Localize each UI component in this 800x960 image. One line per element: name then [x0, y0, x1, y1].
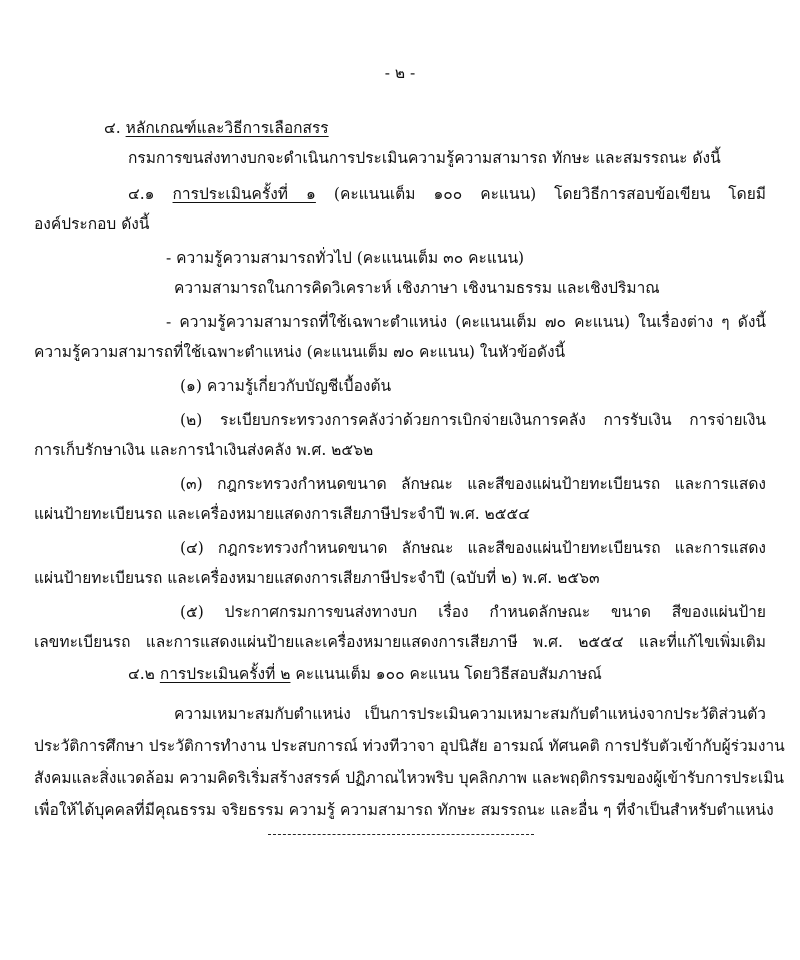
item-3-line2: แผ่นป้ายทะเบียนรถ และเครื่องหมายแสดงการเสียภาษีประจำปี พ.ศ. ๒๕๕๔ [34, 505, 530, 523]
section-4-1-rest: (คะแนนเต็ม ๑๐๐ คะแนน) โดยวิธีการสอบข้อเขียน โดยมี [333, 185, 766, 203]
item-1: (๑) ความรู้เกี่ยวกับบัญชีเบื้องต้น [180, 377, 392, 395]
interview-para-line2: ประวัติการศึกษา ประวัติการทำงาน ประสบการณ์ ท่วงทีวาจา อุปนิสัย อารมณ์ ทัศนคติ การปรับตัวเข้ากับผู้ร่วมงาน [34, 737, 785, 755]
item-2-line1: (๒) ระเบียบกระทรวงการคลังว่าด้วยการเบิกจ่ายเงินการคลัง การรับเงิน การจ่ายเงิน [180, 411, 766, 429]
section-4-2-rest: คะแนนเต็ม ๑๐๐ คะแนน โดยวิธีสอบสัมภาษณ์ [295, 665, 602, 683]
section-4-heading [104, 118, 329, 138]
page-number: - ๒ - [384, 64, 416, 82]
section-4-1-title: การประเมินครั้งที่ ๑ [172, 185, 316, 203]
item-2-line2: การเก็บรักษาเงิน และการนำเงินส่งคลัง พ.ศ. ๒๕๖๒ [34, 441, 374, 459]
section-4-title: หลักเกณฑ์และวิธีการเลือกสรร [125, 119, 329, 137]
section-4-1-line1 [128, 184, 766, 204]
item-5-line2: เลขทะเบียนรถ และการแสดงแผ่นป้ายและเครื่องหมายแสดงการเสียภาษี พ.ศ. ๒๕๕๔ และที่แก้ไขเพิ่มเติม [34, 633, 766, 651]
bullet-position-knowledge: - ความรู้ความสามารถที่ใช้เฉพาะตำแหน่ง (คะแนนเต็ม ๗๐ คะแนน) ในเรื่องต่าง ๆ ดังนี้ [166, 313, 766, 331]
item-5-line1: (๕) ประกาศกรมการขนส่งทางบก เรื่อง กำหนดลักษณะ ขนาด สีของแผ่นป้าย [180, 603, 766, 621]
interview-para-line3: สังคมและสิ่งแวดล้อม ความคิดริเริ่มสร้างสรรค์ ปฏิภาณไหวพริบ บุคลิกภาพ และพฤติกรรมของผู้เข้ารับการประเมิน [34, 769, 785, 787]
end-divider [268, 834, 534, 835]
section-4-2-number: ๔.๒ [128, 665, 155, 683]
item-4-line2: แผ่นป้ายทะเบียนรถ และเครื่องหมายแสดงการเสียภาษีประจำปี (ฉบับที่ ๒) พ.ศ. ๒๕๖๓ [34, 569, 600, 587]
section-4-2-heading [128, 664, 602, 684]
section-4-1-line2: องค์ประกอบ ดังนี้ [34, 215, 150, 233]
bullet-general-knowledge-detail: ความสามารถในการคิดวิเคราะห์ เชิงภาษา เชิงนามธรรม และเชิงปริมาณ [174, 279, 660, 297]
section-4-number: ๔. [104, 119, 121, 137]
section-4-intro: กรมการขนส่งทางบกจะดำเนินการประเมินความรู้ความสามารถ ทักษะ และสมรรถนะ ดังนี้ [128, 149, 721, 167]
bullet-general-knowledge: - ความรู้ความสามารถทั่วไป (คะแนนเต็ม ๓๐ คะแนน) [166, 249, 525, 267]
interview-para-line1: ความเหมาะสมกับตำแหน่ง เป็นการประเมินความเหมาะสมกับตำแหน่งจากประวัติส่วนตัว [174, 705, 766, 723]
item-4-line1: (๔) กฎกระทรวงกำหนดขนาด ลักษณะ และสีของแผ่นป้ายทะเบียนรถ และการแสดง [180, 539, 766, 557]
section-4-2-title: การประเมินครั้งที่ ๒ [159, 665, 291, 683]
bullet-position-knowledge-cont: ความรู้ความสามารถที่ใช้เฉพาะตำแหน่ง (คะแนนเต็ม ๗๐ คะแนน) ในหัวข้อดังนี้ [34, 343, 566, 361]
section-4-1-number: ๔.๑ [128, 185, 155, 203]
interview-para-line4: เพื่อให้ได้บุคคลที่มีคุณธรรม จริยธรรม ความรู้ ความสามารถ ทักษะ สมรรถนะ และอื่น ๆ ที่จำเป็นสำหรับตำแหน่ง [34, 801, 774, 819]
item-3-line1: (๓) กฎกระทรวงกำหนดขนาด ลักษณะ และสีของแผ่นป้ายทะเบียนรถ และการแสดง [180, 475, 766, 493]
